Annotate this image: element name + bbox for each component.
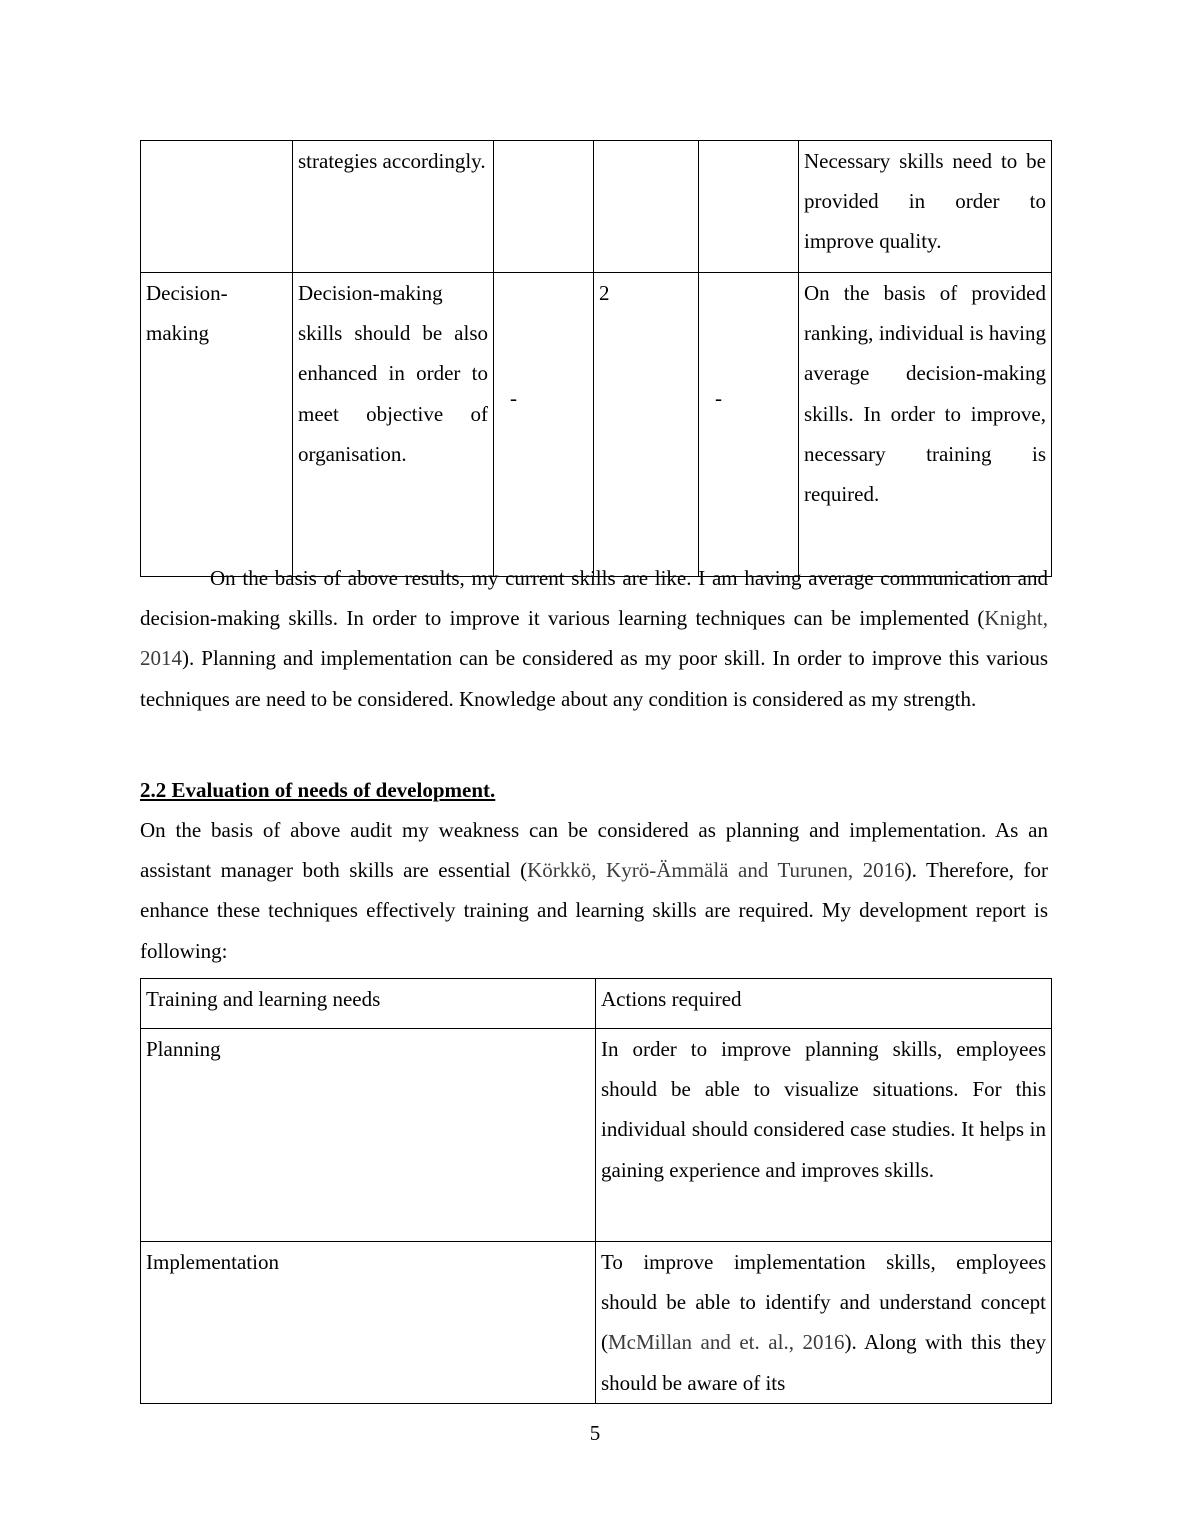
action-cell: In order to improve planning skills, employees should be able to visualize situations. For this individual should considered case studies. It helps in gaining experience and improves skills. xyxy=(596,1029,1052,1242)
table-row xyxy=(141,141,1052,273)
development-plan-table xyxy=(140,978,1052,1404)
table-row xyxy=(141,1242,1052,1404)
column-header: Actions required xyxy=(596,979,1052,1029)
citation: McMillan and et. al., 2016 xyxy=(608,1330,845,1355)
rating-cell: 2 xyxy=(594,273,699,577)
action-cell xyxy=(596,1242,1052,1404)
paragraph-text: ). Therefore, for enhance these techniques effectively training and learning skills are required. My development report is following: xyxy=(140,858,1049,963)
table-row xyxy=(141,1029,1052,1242)
rating-cell: - xyxy=(494,273,594,577)
rating-cell xyxy=(594,141,699,273)
description-cell: Decision-making skills should be also enhanced in order to meet objective of organisation. xyxy=(293,273,494,577)
paragraph-text: On the basis of above results, my current skills are like. I am having average communication and decision-making skills. In order to improve it various learning techniques can be implemented ( xyxy=(140,566,1048,631)
table-row xyxy=(141,273,1052,577)
need-cell: Planning xyxy=(141,1029,596,1242)
skills-audit-table xyxy=(140,140,1052,577)
remarks-cell: On the basis of provided ranking, individual is having average decision-making skills. In order to improve, necessary training is required. xyxy=(799,273,1052,577)
remarks-cell: Necessary skills need to be provided in order to improve quality. xyxy=(799,141,1052,273)
paragraph xyxy=(140,810,1048,971)
paragraph-text: ). Planning and implementation can be considered as my poor skill. In order to improve this various techniques are need to be considered. Knowledge about any condition is considered as my strength. xyxy=(140,646,1048,711)
rating-cell: - xyxy=(699,273,799,577)
paragraph xyxy=(140,558,1048,719)
page-number: 5 xyxy=(589,1421,601,1445)
need-cell: Implementation xyxy=(141,1242,596,1404)
column-header: Training and learning needs xyxy=(141,979,596,1029)
rating-cell xyxy=(699,141,799,273)
citation: Körkkö, Kyrö-Ämmälä and Turunen, 2016 xyxy=(527,858,905,883)
citation: Knight, 2014 xyxy=(140,606,1048,671)
skill-cell: Decision-making xyxy=(141,273,293,577)
action-text: To improve implementation skills, employees should be able to identify and understand concept ( xyxy=(601,1250,1046,1355)
skill-cell xyxy=(141,141,293,273)
paragraph-text: On the basis of above audit my weakness can be considered as planning and implementation. As an assistant manager both skills are essential ( xyxy=(140,818,1048,883)
action-text: ). Along with this they should be aware of its xyxy=(601,1330,1047,1395)
table-header-row xyxy=(141,979,1052,1029)
section-heading: 2.2 Evaluation of needs of development. xyxy=(140,778,496,802)
description-cell: strategies accordingly. xyxy=(293,141,494,273)
rating-cell xyxy=(494,141,594,273)
